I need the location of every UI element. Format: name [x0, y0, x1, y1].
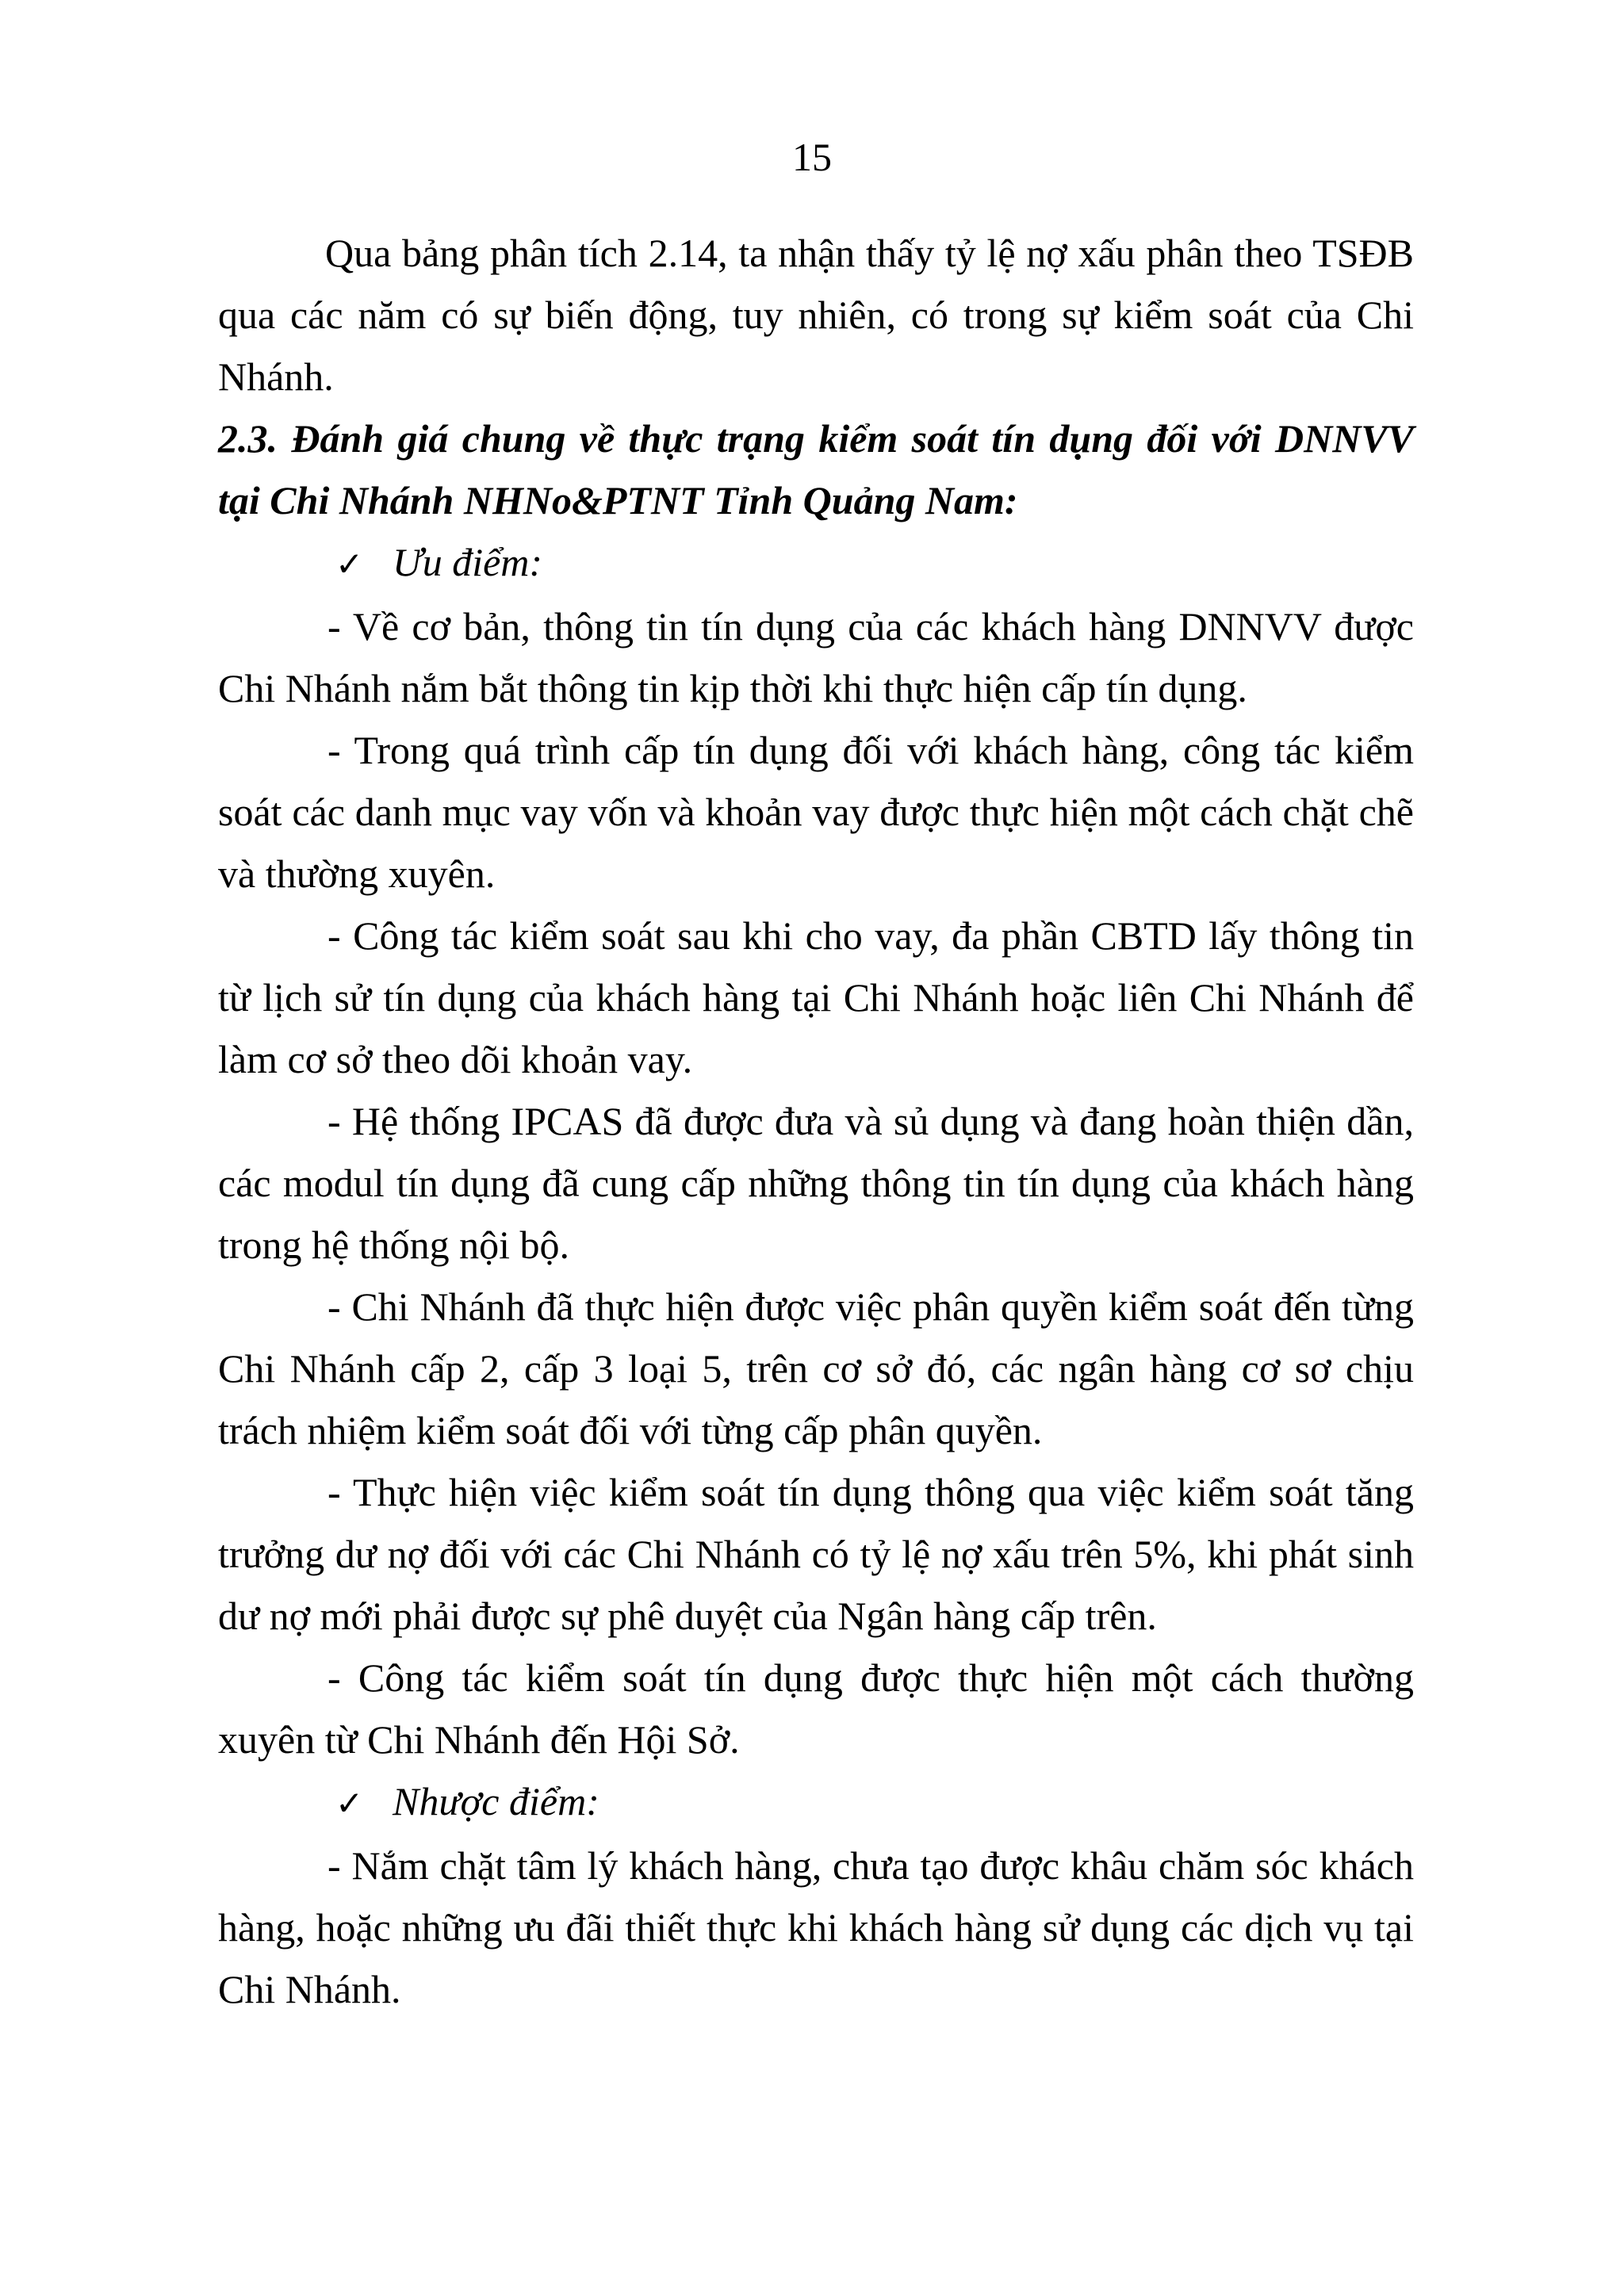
checkmark-icon: ✓	[335, 1784, 364, 1823]
advantage-item: - Thực hiện việc kiểm soát tín dụng thông qua việc kiểm soát tăng trưởng dư nợ đối với các Chi Nhánh có tỷ lệ nợ xấu trên 5%, khi phát sinh dư nợ mới phải được sự phê duyệt của Ngân hàng cấp trên.	[218, 1470, 1414, 1638]
advantages-subheading	[218, 531, 1414, 595]
disadvantages-subheading	[218, 1770, 1414, 1835]
advantage-item: - Trong quá trình cấp tín dụng đối với khách hàng, công tác kiểm soát các danh mục vay vốn và khoản vay được thực hiện một cách chặt chẽ và thường xuyên.	[218, 728, 1414, 896]
advantage-item: - Công tác kiểm soát sau khi cho vay, đa phần CBTD lấy thông tin từ lịch sử tín dụng của khách hàng tại Chi Nhánh hoặc liên Chi Nhánh để làm cơ sở theo dõi khoản vay.	[218, 913, 1414, 1081]
page-number: 15	[792, 135, 832, 179]
advantages-label: Ưu điểm:	[393, 540, 543, 584]
advantage-item: - Công tác kiểm soát tín dụng được thực hiện một cách thường xuyên từ Chi Nhánh đến Hội Sở.	[218, 1655, 1414, 1762]
checkmark-icon: ✓	[335, 545, 364, 584]
advantage-item: - Hệ thống IPCAS đã được đưa và sủ dụng và đang hoàn thiện dần, các modul tín dụng đã cung cấp những thông tin tín dụng của khách hàng trong hệ thống nội bộ.	[218, 1099, 1414, 1267]
disadvantages-label: Nhược điểm:	[393, 1779, 599, 1823]
disadvantage-item: - Nắm chặt tâm lý khách hàng, chưa tạo được khâu chăm sóc khách hàng, hoặc những ưu đãi thiết thực khi khách hàng sử dụng các dịch vụ tại Chi Nhánh.	[218, 1843, 1414, 2011]
section-heading: 2.3. Đánh giá chung về thực trạng kiểm soát tín dụng đối với DNNVV tại Chi Nhánh NHNo&PTNT Tỉnh Quảng Nam:	[218, 416, 1414, 522]
intro-paragraph: Qua bảng phân tích 2.14, ta nhận thấy tỷ lệ nợ xấu phân theo TSĐB qua các năm có sự biến động, tuy nhiên, có trong sự kiểm soát của Chi Nhánh.	[218, 231, 1414, 399]
document-body	[218, 222, 1414, 2020]
advantage-item: - Về cơ bản, thông tin tín dụng của các khách hàng DNNVV được Chi Nhánh nắm bắt thông tin kịp thời khi thực hiện cấp tín dụng.	[218, 604, 1414, 710]
advantage-item: - Chi Nhánh đã thực hiện được việc phân quyền kiểm soát đến từng Chi Nhánh cấp 2, cấp 3 loại 5, trên cơ sở đó, các ngân hàng cơ sơ chịu trách nhiệm kiểm soát đối với từng cấp phân quyền.	[218, 1284, 1414, 1452]
